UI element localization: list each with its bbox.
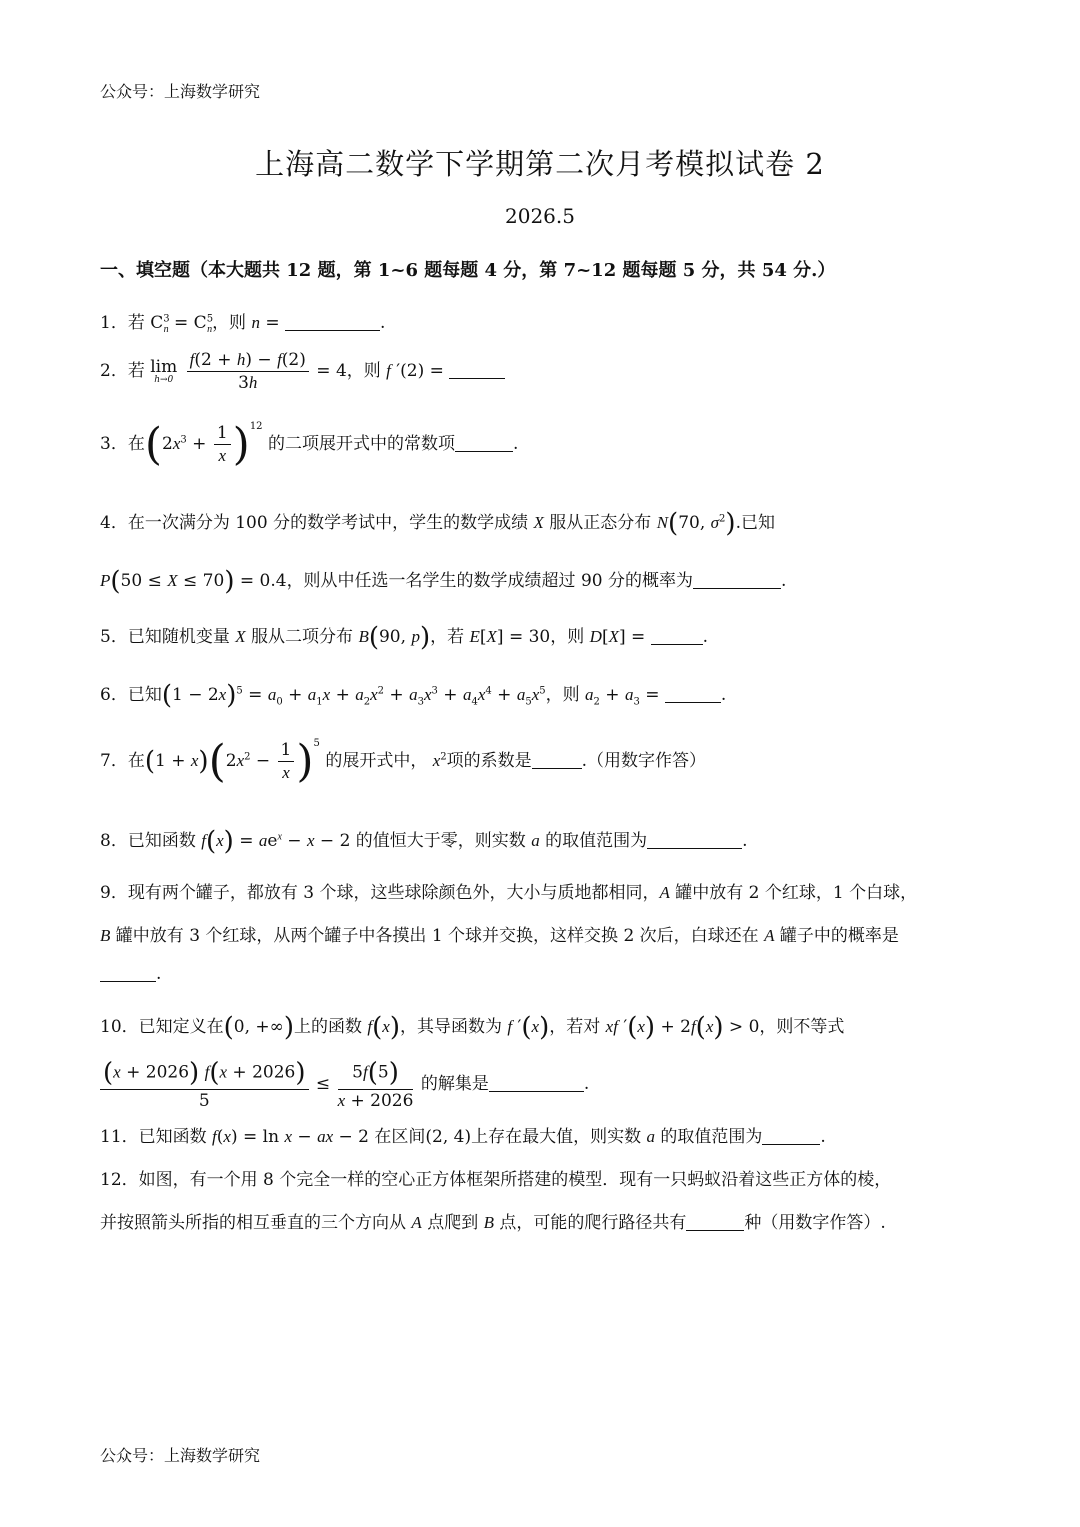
question-6: 6．已知$(1 - 2x)^5 = a_0 + a_1x + a_2x^2 + a_3x^3 + a_4x^4 + a_5x^5$，则 $a_2 + a_3$ = . (100, 680, 727, 711)
exam-date: 2026.5 (505, 204, 575, 228)
question-12-line-1: 12．如图，有一个用 8 个完全一样的空心正方体框架所搭建的模型．现有一只蚂蚁沿着这些正方体的棱， (100, 1170, 892, 1190)
question-4-line-2: P(50 ≤ X ≤ 70) = 0.4，则从中任选一名学生的数学成绩超过 90 分的概率为 . (100, 566, 787, 597)
question-4-line-1: 4．在一次满分为 100 分的数学考试中，学生的数学成绩 X 服从正态分布 N(70, $\sigma^2$).已知 (100, 508, 775, 539)
footer-text: 公众号：上海数学研究 (100, 1446, 261, 1465)
question-11: 11．已知函数 f(x) = ln x − ax − 2 在区间(2, 4)上存在最大值，则实数 a 的取值范围为 . (100, 1127, 826, 1147)
question-5: 5．已知随机变量 X 服从二项分布 B(90, p)，若 E[X] = 30，则 D[X] = . (100, 622, 709, 653)
page-title: 上海高二数学下学期第二次月考模拟试卷 2 (255, 147, 825, 181)
question-10-line-1: 10．已知定义在(0, +∞)上的函数 f(x)，其导函数为 f ′(x)，若对 xf ′(x) + 2f(x) > 0，则不等式 (100, 1012, 845, 1043)
question-9-line-2: B 罐中放有 3 个红球，从两个罐子中各摸出 1 个球并交换，这样交换 2 次后，白球还在 A 罐子中的概率是 (100, 926, 899, 946)
question-10-line-2: $\frac{(x + 2026) f(x + 2026)}{5}$ ≤ $\frac{5f(5)}{x + 2026}$ 的解集是 . (100, 1058, 589, 1111)
section-heading: 一、填空题（本大题共 12 题，第 1~6 题每题 4 分，第 7~12 题每题 5 分，共 54 分.） (100, 260, 836, 281)
question-8: 8．已知函数 $f(x) = ae^x - x - 2$ 的值恒大于零，则实数 a 的取值范围为 . (100, 826, 748, 857)
question-7: 7．在$(1 + x)(2x^2$ − $\frac{1}{x}$ )$^5$ 的展开式中， $x^2$项的系数是 .（用数字作答） (100, 735, 707, 787)
question-9-line-3: . (100, 964, 161, 984)
question-9-line-1: 9．现有两个罐子，都放有 3 个球，这些球除颜色外，大小与质地都相同，A 罐中放有 2 个红球，1 个白球， (100, 883, 918, 903)
question-1: 1．若 $C^3_n = C^5_n$，则 n = . (100, 313, 386, 336)
question-2: 2．若 lim h→0 $\frac{f(2 + h) - f(2)}{3h}$ = 4，则 f ′(2) = (100, 350, 505, 393)
question-12-line-2: 并按照箭头所指的相互垂直的三个方向从 A 点爬到 B 点，可能的爬行路径共有 种（用数字作答）. (100, 1213, 886, 1233)
header-text: 公众号：上海数学研究 (100, 82, 261, 101)
question-3: 3．在($2x^3$ + $\frac{1}{x}$ )$^{12}$ 的二项展开式中的常数项 . (100, 418, 519, 470)
